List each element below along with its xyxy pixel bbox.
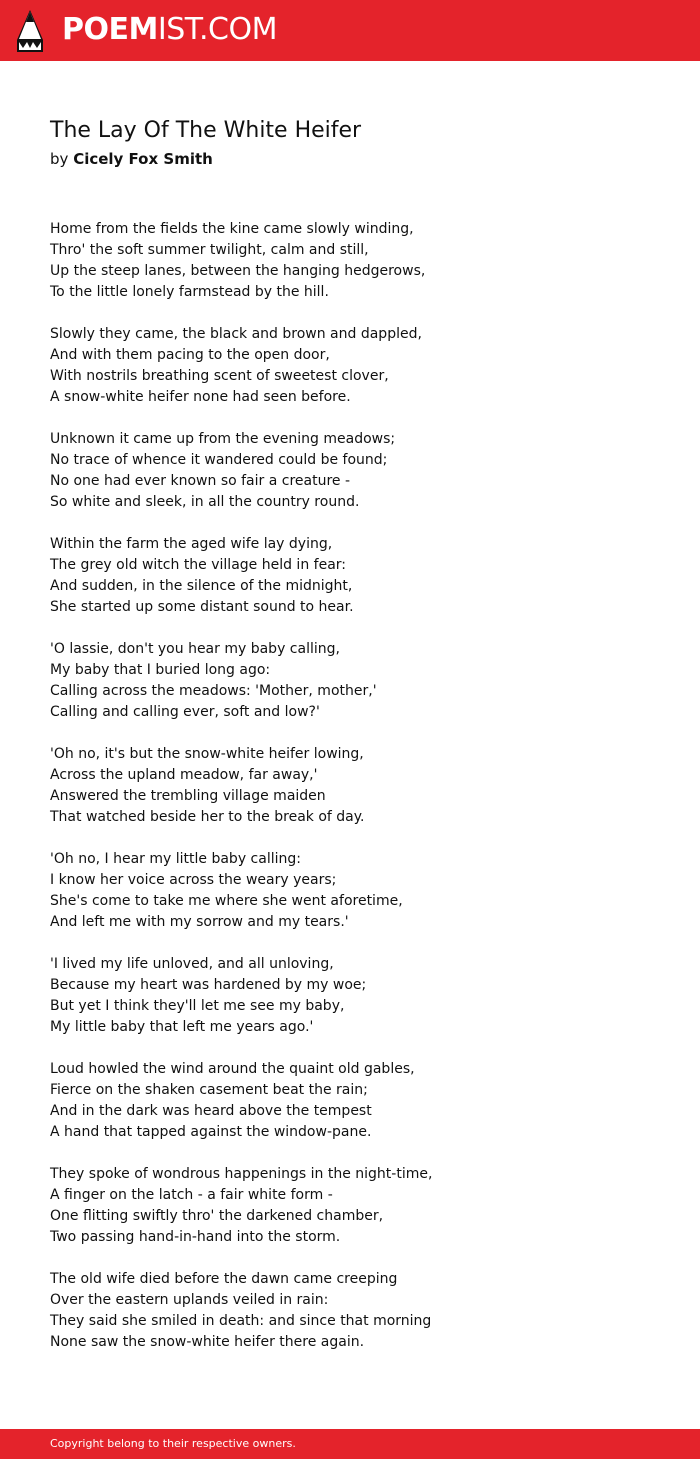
- poem-line: 'Oh no, it's but the snow-white heifer lowing,: [50, 746, 364, 762]
- poem-line: No one had ever known so fair a creature -: [50, 473, 351, 489]
- poem-line: And sudden, in the silence of the midnight,: [50, 578, 353, 594]
- stanza: [50, 954, 670, 1038]
- pencil-tip-icon[interactable]: [17, 10, 43, 52]
- copyright-notice: Copyright belong to their respective owners.: [50, 1437, 296, 1450]
- poem-line: She's come to take me where she went aforetime,: [50, 893, 403, 909]
- poem-line: Because my heart was hardened by my woe;: [50, 977, 367, 993]
- poem-line: None saw the snow-white heifer there again.: [50, 1334, 365, 1350]
- by-label: by: [50, 150, 69, 168]
- author-name: Cicely Fox Smith: [73, 150, 213, 168]
- poem-line: Within the farm the aged wife lay dying,: [50, 536, 333, 552]
- poem-line: Two passing hand-in-hand into the storm.: [50, 1229, 341, 1245]
- poem-line: Answered the trembling village maiden: [50, 788, 326, 804]
- stanza: [50, 324, 670, 408]
- stanza: [50, 1269, 670, 1353]
- poem-line: 'O lassie, don't you hear my baby calling,: [50, 641, 340, 657]
- stanza: [50, 429, 670, 513]
- poem-line: She started up some distant sound to hear.: [50, 599, 354, 615]
- poem-line: Across the upland meadow, far away,': [50, 767, 318, 783]
- poem-line: I know her voice across the weary years;: [50, 872, 337, 888]
- poem-body: [50, 219, 670, 1374]
- stanza: [50, 639, 670, 723]
- poem-line: And left me with my sorrow and my tears.': [50, 914, 349, 930]
- poem-line: My little baby that left me years ago.': [50, 1019, 314, 1035]
- stanza: [50, 849, 670, 933]
- poem-line: So white and sleek, in all the country round.: [50, 494, 360, 510]
- brand-bold: POEM: [62, 12, 158, 47]
- poem-line: With nostrils breathing scent of sweetest clover,: [50, 368, 389, 384]
- poem-line: The grey old witch the village held in fear:: [50, 557, 346, 573]
- poem-line: Calling and calling ever, soft and low?': [50, 704, 320, 720]
- stanza: [50, 1059, 670, 1143]
- poem-line: Loud howled the wind around the quaint old gables,: [50, 1061, 415, 1077]
- poem-line: Home from the fields the kine came slowly winding,: [50, 221, 414, 237]
- poem-line: 'I lived my life unloved, and all unloving,: [50, 956, 334, 972]
- stanza: [50, 744, 670, 828]
- poem-line: No trace of whence it wandered could be found;: [50, 452, 388, 468]
- poem-line: But yet I think they'll let me see my baby,: [50, 998, 345, 1014]
- stanza: [50, 534, 670, 618]
- brand-light: IST.COM: [157, 12, 277, 47]
- poem-line: They spoke of wondrous happenings in the night-time,: [50, 1166, 433, 1182]
- poem-line: Thro' the soft summer twilight, calm and still,: [50, 242, 369, 258]
- poem-title: The Lay Of The White Heifer: [50, 118, 362, 143]
- poem-line: A hand that tapped against the window-pane.: [50, 1124, 372, 1140]
- poem-line: That watched beside her to the break of day.: [50, 809, 365, 825]
- poem-line: They said she smiled in death: and since that morning: [50, 1313, 432, 1329]
- poem-line: Over the eastern uplands veiled in rain:: [50, 1292, 329, 1308]
- poem-line: Calling across the meadows: 'Mother, mother,': [50, 683, 377, 699]
- poem-line: Unknown it came up from the evening meadows;: [50, 431, 396, 447]
- poem-line: My baby that I buried long ago:: [50, 662, 271, 678]
- poem-line: One flitting swiftly thro' the darkened chamber,: [50, 1208, 384, 1224]
- stanza: [50, 1164, 670, 1248]
- poem-line: Up the steep lanes, between the hanging hedgerows,: [50, 263, 426, 279]
- poem-line: To the little lonely farmstead by the hill.: [50, 284, 329, 300]
- site-header: [0, 0, 700, 61]
- stanza: [50, 219, 670, 303]
- poem-line: The old wife died before the dawn came creeping: [50, 1271, 398, 1287]
- site-footer: [0, 1429, 700, 1459]
- poem-line: 'Oh no, I hear my little baby calling:: [50, 851, 301, 867]
- byline: [50, 148, 213, 170]
- poem-line: A finger on the latch - a fair white form -: [50, 1187, 333, 1203]
- poem-line: A snow-white heifer none had seen before.: [50, 389, 351, 405]
- poem-line: Fierce on the shaken casement beat the rain;: [50, 1082, 368, 1098]
- site-logo-text[interactable]: [62, 12, 277, 48]
- poem-line: Slowly they came, the black and brown and dappled,: [50, 326, 422, 342]
- poem-line: And with them pacing to the open door,: [50, 347, 330, 363]
- poem-line: And in the dark was heard above the tempest: [50, 1103, 372, 1119]
